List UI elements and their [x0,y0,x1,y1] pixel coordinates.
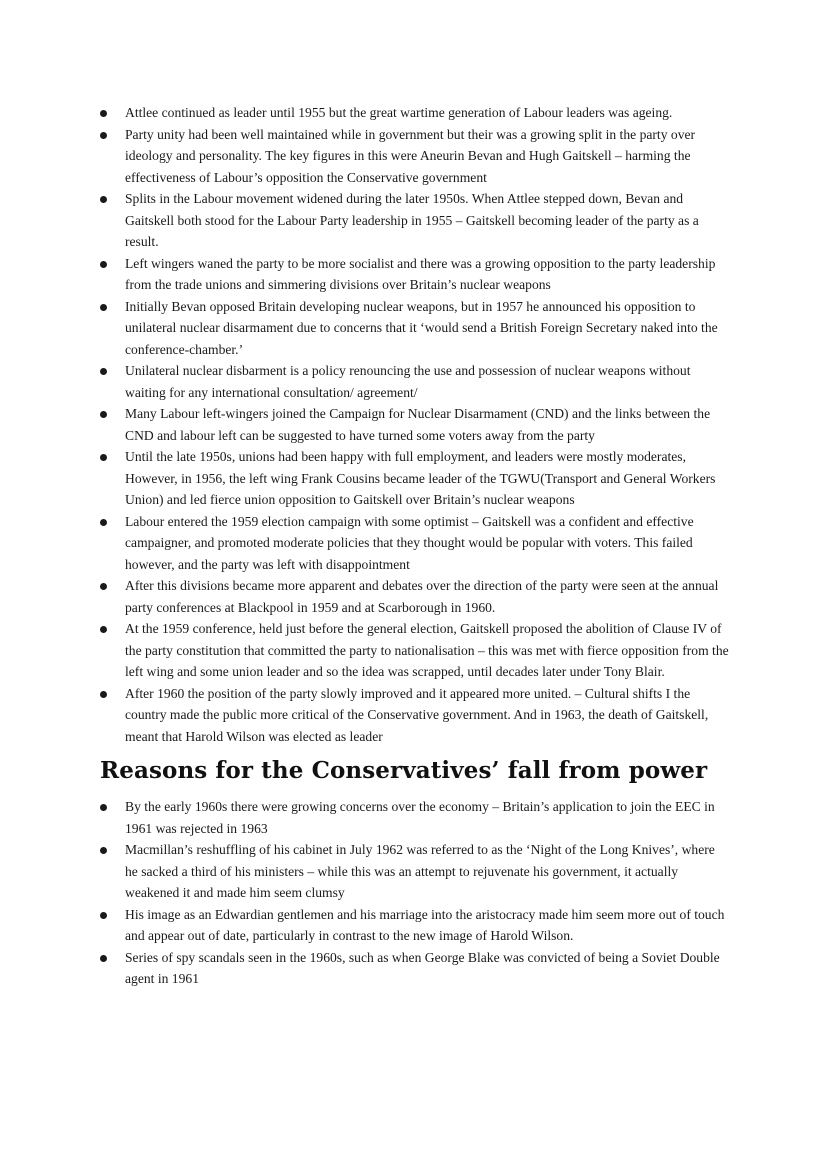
list-item-text: Macmillan’s reshuffling of his cabinet in July 1962 was referred to as the ‘Night of the Long Knives’, where he sacked a third of his ministers – while this was an attempt to rejuvenate his government, it actually weakened it and made him seem clumsy [125,842,715,900]
list-item [100,618,730,683]
list-item [100,124,730,189]
list-item [100,296,730,361]
conservative-fall-list [100,796,730,990]
list-item-text: His image as an Edwardian gentlemen and his marriage into the aristocracy made him seem more out of touch and appear out of date, particularly in contrast to the new image of Harold Wilson. [125,906,725,943]
list-item-text: At the 1959 conference, held just before the general election, Gaitskell proposed the abolition of Clause IV of the party constitution that committed the party to nationalisation – this was met with fierce opposition from the left wing and some union leader and so the idea was scrapped, until decades later under Tony Blair. [125,621,729,679]
list-item-text: Attlee continued as leader until 1955 but the great wartime generation of Labour leaders was ageing. [125,105,673,120]
list-item-text: Until the late 1950s, unions had been happy with full employment, and leaders were mostly moderates, However, in 1956, the left wing Frank Cousins became leader of the TGWU(Transport and General Workers Union) and led fierce union opposition to Gaitskell over Britain’s nuclear weapons [125,449,716,507]
list-item-text: Initially Bevan opposed Britain developing nuclear weapons, but in 1957 he announced his opposition to unilateral nuclear disarmament due to concerns that it ‘would send a British Foreign Secretary naked into the conference-chamber.’ [125,298,718,357]
bullet-icon [100,519,107,526]
bullet-icon [100,691,107,698]
list-item-text: After this divisions became more apparent and debates over the direction of the party were seen at the annual party conferences at Blackpool in 1959 and at Scarborough in 1960. [125,578,719,615]
list-item-text: Labour entered the 1959 election campaign with some optimist – Gaitskell was a confident and effective campaigner, and promoted moderate policies that they thought would be popular with voters. This failed however, and the party was left with disappointment [125,513,694,572]
section-heading: Reasons for the Conservatives’ fall from power [100,757,708,784]
bullet-icon [100,196,107,203]
list-item [100,253,730,296]
bullet-icon [100,132,107,139]
list-item [100,403,730,446]
list-item [100,683,730,748]
list-item-text: Many Labour left-wingers joined the Campaign for Nuclear Disarmament (CND) and the links between the CND and labour left can be suggested to have turned some voters away from the party [125,406,711,443]
list-item-text: Left wingers waned the party to be more socialist and there was a growing opposition to the party leadership from the trade unions and simmering divisions over Britain’s nuclear weapons [125,255,716,292]
labour-divisions-list [100,102,730,747]
bullet-icon [100,804,107,811]
list-item [100,446,730,511]
list-item [100,904,730,947]
list-item [100,188,730,253]
bullet-icon [100,626,107,633]
list-item-text: Splits in the Labour movement widened during the later 1950s. When Attlee stepped down, Bevan and Gaitskell both stood for the Labour Party leadership in 1955 – Gaitskell becoming leader of the party as a result. [125,191,699,249]
list-item-text: After 1960 the position of the party slowly improved and it appeared more united. – Cultural shifts I the country made the public more critical of the Conservative government. And in 1963, the death of Gaitskell, meant that Harold Wilson was elected as leader [125,685,709,744]
list-item [100,575,730,618]
page-content [100,102,730,990]
list-item [100,839,730,904]
list-item [100,511,730,576]
bullet-icon [100,912,107,919]
list-item-text: Unilateral nuclear disbarment is a policy renouncing the use and possession of nuclear weapons without waiting for any international consultation/ agreement/ [125,363,691,400]
bullet-icon [100,847,107,854]
bullet-icon [100,583,107,590]
list-item-text: By the early 1960s there were growing concerns over the economy – Britain’s application to join the EEC in 1961 was rejected in 1963 [125,799,715,836]
list-item-text: Party unity had been well maintained while in government but their was a growing split in the party over ideology and personality. The key figures in this were Aneurin Bevan and Hugh Gaitskell – harming the effectiveness of Labour’s opposition the Conservative government [125,126,696,185]
list-item [100,102,730,124]
bullet-icon [100,261,107,268]
list-item [100,360,730,403]
bullet-icon [100,304,107,311]
bullet-icon [100,411,107,418]
list-item [100,796,730,839]
bullet-icon [100,454,107,461]
list-item-text: Series of spy scandals seen in the 1960s, such as when George Blake was convicted of being a Soviet Double agent in 1961 [125,949,720,986]
bullet-icon [100,955,107,962]
bullet-icon [100,110,107,117]
list-item [100,947,730,990]
bullet-icon [100,368,107,375]
